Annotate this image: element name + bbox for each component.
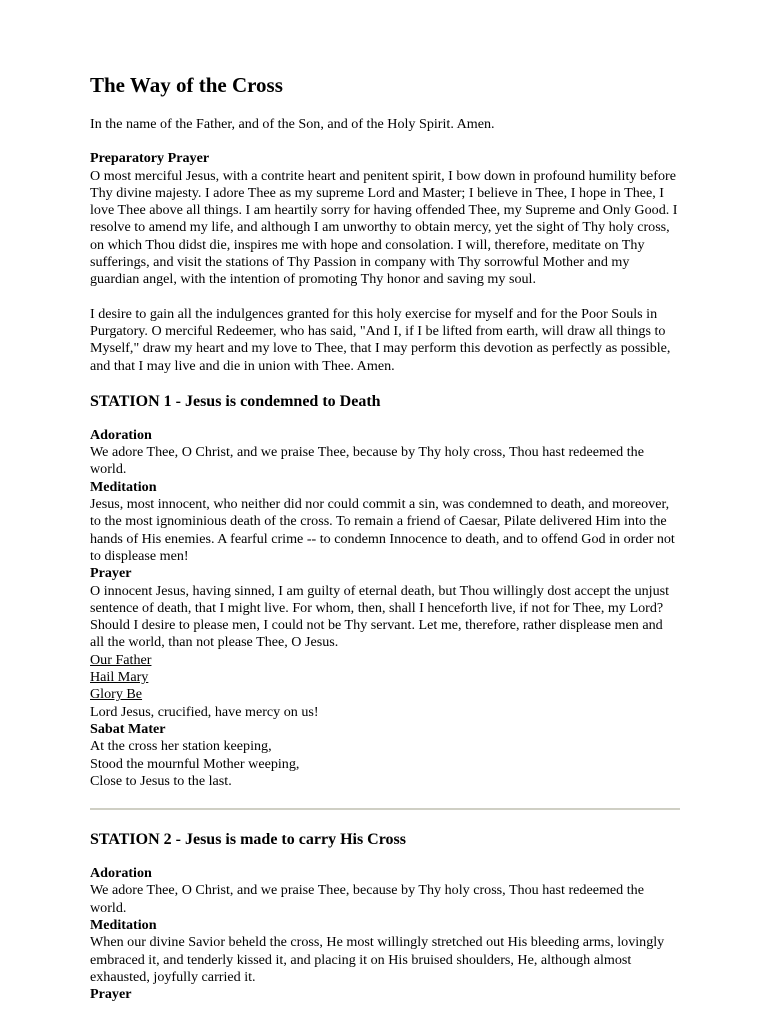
station-1-meditation-text: Jesus, most innocent, who neither did nor could commit a sin, was condemned to death, and moreover, to the most ignominious death of the cross. To remain a friend of Caesar, Pilate delivered Him into the hands of His enemies. A fearful crime -- to condemn Innocence to death, and to offend God in order not to displease men! <box>90 496 675 564</box>
sabat-mater-line: At the cross her station keeping, <box>90 738 272 755</box>
our-father-link[interactable]: Our Father <box>90 651 152 668</box>
indulgences-text: I desire to gain all the indulgences granted for this holy exercise for myself and for the Poor Souls in Purgatory. O merciful Redeemer, who has said, "And I, if I be lifted from earth, will draw all things to Myself," draw my heart and my love to Thee, that I may perform this devotion as perfectly as possible, and that I may live and die in union with Thee. Amen. <box>90 305 671 374</box>
station-1-heading: STATION 1 - Jesus is condemned to Death <box>90 392 381 410</box>
station-2-adoration-label: Adoration <box>90 865 152 882</box>
station-1-closing: Lord Jesus, crucified, have mercy on us! <box>90 703 319 720</box>
preparatory-prayer-heading: Preparatory Prayer <box>90 150 210 167</box>
station-2-meditation-text: When our divine Savior beheld the cross, He most willingly stretched out His bleeding arms, lovingly embraced it, and tenderly kissed it, and placing it on His bruised shoulders, He, although almost exhausted, joyfully carried it. <box>90 934 665 985</box>
station-2-adoration-text: We adore Thee, O Christ, and we praise Thee, because by Thy holy cross, Thou hast redeemed the world. <box>90 882 644 916</box>
station-1-adoration-text: We adore Thee, O Christ, and we praise Thee, because by Thy holy cross, Thou hast redeemed the world. <box>90 444 644 478</box>
sabat-mater-label: Sabat Mater <box>90 720 166 737</box>
station-2-prayer-label: Prayer <box>90 986 132 1003</box>
station-2-heading: STATION 2 - Jesus is made to carry His Cross <box>90 831 406 849</box>
section-divider <box>90 808 680 810</box>
intro-text: In the name of the Father, and of the Son, and of the Holy Spirit. Amen. <box>90 116 495 132</box>
glory-be-link[interactable]: Glory Be <box>90 686 143 703</box>
station-1-meditation-label: Meditation <box>90 478 157 495</box>
station-1-prayer-label: Prayer <box>90 565 132 582</box>
hail-mary-link[interactable]: Hail Mary <box>90 669 149 686</box>
page-title: The Way of the Cross <box>90 73 283 97</box>
sabat-mater-line: Stood the mournful Mother weeping, <box>90 755 300 772</box>
station-2-meditation-label: Meditation <box>90 916 157 933</box>
station-1-adoration-label: Adoration <box>90 426 152 443</box>
station-1-prayer-text: O innocent Jesus, having sinned, I am guilty of eternal death, but Thou willingly dost accept the unjust sentence of death, that I might live. For whom, then, shall I henceforth live, if not for Thee, my Lord? Should I desire to please men, I could not be Thy servant. Let me, therefore, rather displease men and all the world, than not please Thee, O Jesus. <box>90 582 670 651</box>
article-content <box>90 72 680 1003</box>
sabat-mater-line: Close to Jesus to the last. <box>90 772 232 789</box>
preparatory-prayer-text: O most merciful Jesus, with a contrite heart and penitent spirit, I bow down in profound humility before Thy divine majesty. I adore Thee as my supreme Lord and Master; I believe in Thee, I hope in Thee, I love Thee above all things. I am heartily sorry for having offended Thee, my Supreme and Only Good. I resolve to amend my life, and although I am unworthy to obtain mercy, yet the sight of Thy holy cross, on which Thou didst die, inspires me with hope and consolation. I will, therefore, meditate on Thy sufferings, and visit the stations of Thy Passion in company with Thy sorrowful Mother and my guardian angel, with the intention of promoting Thy honor and saving my soul. <box>90 167 678 288</box>
